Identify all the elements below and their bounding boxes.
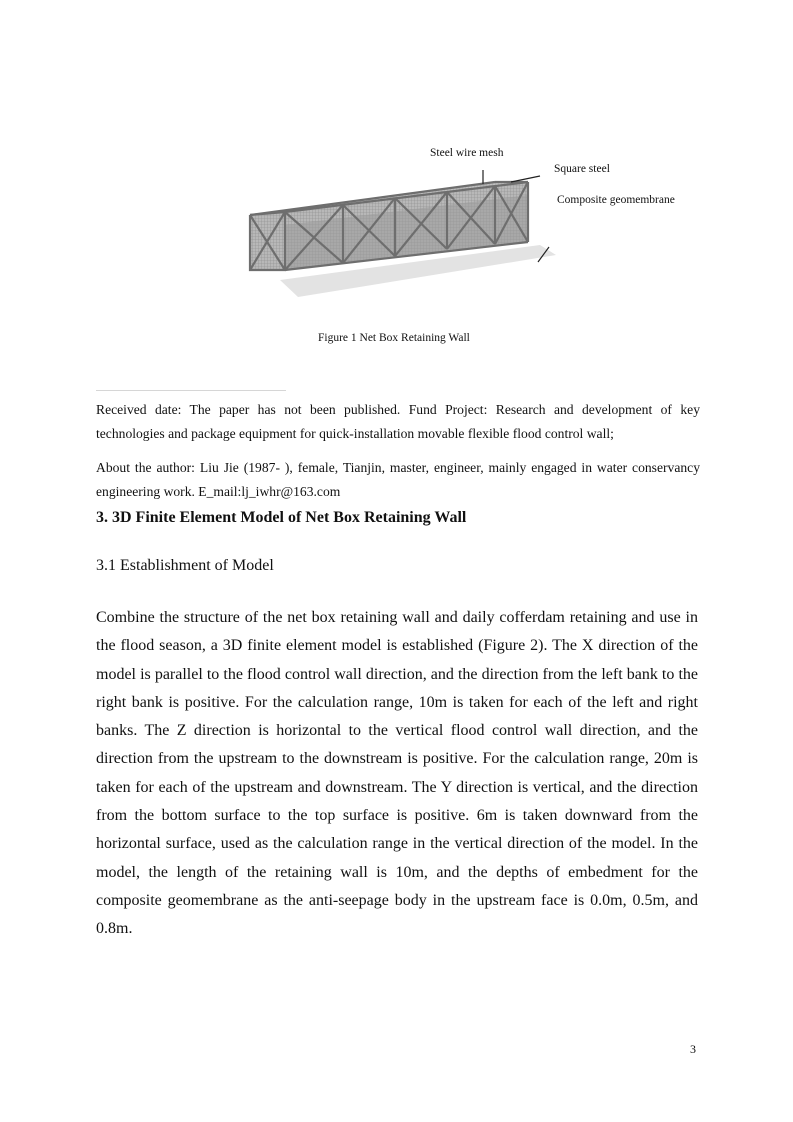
footnote-received: Received date: The paper has not been published. Fund Project: Research and development of key technologies and package equipment for quick-installation movable flexible flood control wall; [96, 402, 700, 441]
figure-caption: Figure 1 Net Box Retaining Wall [318, 332, 470, 344]
label-composite-geomembrane: Composite geomembrane [557, 194, 675, 206]
label-steel-wire-mesh: Steel wire mesh [430, 147, 504, 159]
net-box-illustration [240, 170, 570, 305]
subsection-heading: 3.1 Establishment of Model [96, 557, 274, 574]
section-heading: 3. 3D Finite Element Model of Net Box Retaining Wall [96, 509, 467, 526]
figure-net-box-retaining-wall [240, 170, 570, 305]
page-number: 3 [690, 1042, 696, 1056]
footnote-rule [96, 390, 286, 391]
label-square-steel: Square steel [554, 163, 610, 175]
body-paragraph: Combine the structure of the net box retaining wall and daily cofferdam retaining and use in the flood season, a 3D finite element model is established (Figure 2). The X direction of the model is parallel to the flood control wall direction, and the direction from the left bank to the right bank is positive. For the calculation range, 10m is taken for each of the left and right banks. The Z direction is horizontal to the vertical flood control wall direction, and the direction from the upstream to the downstream is positive. For the calculation range, 20m is taken for each of the upstream and downstream. The Y direction is vertical, and the direction from the bottom surface to the top surface is positive. 6m is taken downward from the horizontal surface, used as the calculation range in the vertical direction of the model. In the model, the length of the retaining wall is 10m, and the depths of embedment for the composite geomembrane as the anti-seepage body in the upstream face is 0.0m, 0.5m, and 0.8m. [96, 609, 698, 938]
footnote-author: About the author: Liu Jie (1987- ), female, Tianjin, master, engineer, mainly engaged in water conservancy engineering work. E_mail:lj_iwhr@163.com [96, 460, 700, 499]
